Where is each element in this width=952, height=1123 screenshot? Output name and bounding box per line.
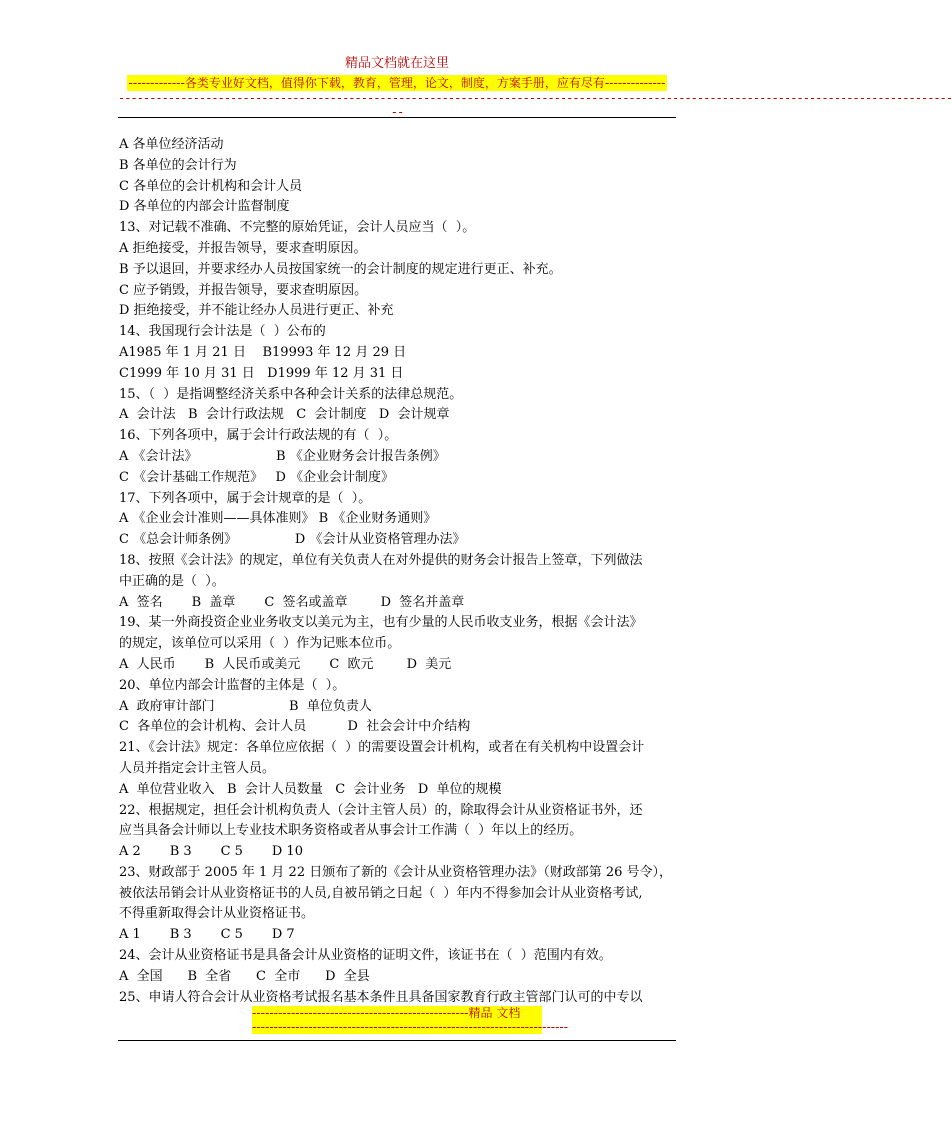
text-line: 人员并指定会计主管人员。	[119, 760, 276, 776]
header-subtitle: -------------各类专业好文档，值得你下载，教育，管理，论文，制度，方案手册，应有尽有--------------	[128, 76, 666, 90]
text-line: C 各单位的会计机构、会计人员 D 社会会计中介结构	[119, 719, 471, 735]
document-body	[119, 135, 679, 1008]
text-line: A 单位营业收入 B 会计人员数量 C 会计业务 D 单位的规模	[119, 781, 502, 797]
text-line: A 全国 B 全省 C 全市 D 全县	[119, 968, 370, 984]
text-line: A 各单位经济活动	[119, 137, 224, 152]
text-line: A 拒绝接受，并报告领导，要求查明原因。	[119, 240, 367, 256]
text-line: C 《总会计师条例》 D 《会计从业资格管理办法》	[119, 532, 466, 548]
question-19: 19、某一外商投资企业业务收支以美元为主，也有少量的人民币收支业务，根据《会计法》	[119, 615, 643, 631]
text-line: A 政府审计部门 B 单位负责人	[119, 698, 372, 714]
text-line: D 拒绝接受，并不能让经办人员进行更正、补充	[119, 303, 394, 319]
question-13: 13、对记载不准确、不完整的原始凭证，会计人员应当（ ）。	[119, 220, 476, 236]
page-header	[118, 56, 952, 119]
page-footer	[252, 1006, 569, 1034]
footer-label: --------------------------------------------------精品 文档	[252, 1006, 542, 1020]
question-20: 20、单位内部会计监督的主体是（ ）。	[119, 677, 346, 693]
text-line: A 《会计法》 B 《企业财务会计报告条例》	[119, 448, 446, 464]
text-line: A 人民币 B 人民币或美元 C 欧元 D 美元	[119, 656, 452, 672]
header-rule	[118, 117, 676, 118]
question-21: 21、《会计法》规定：各单位应依据（ ）的需要设置会计机构，或者在有关机构中设置会计	[119, 740, 645, 756]
footer-dash-line: -------------------------------------------------------------------------	[252, 1020, 569, 1034]
text-line: C 各单位的会计机构和会计人员	[119, 178, 303, 194]
text-line: A 2 B 3 C 5 D 10	[119, 844, 303, 860]
text-line: 的规定，该单位可以采用（ ）作为记账本位币。	[119, 636, 401, 652]
text-line: 不得重新取得会计从业资格证书。	[119, 906, 315, 922]
text-line: A 签名 B 盖章 C 签名或盖章 D 签名并盖章	[119, 594, 465, 610]
question-25: 25、申请人符合会计从业资格考试报名基本条件且具备国家教育行政主管部门认可的中专以	[119, 989, 643, 1005]
question-14: 14、我国现行会计法是（ ）公布的	[119, 324, 326, 340]
question-18: 18、按照《会计法》的规定，单位有关负责人在对外提供的财务会计报告上签章，下列做法	[119, 552, 643, 568]
header-dash-line: --------------------------------------------------------------------------------------------------------------------------------------	[118, 91, 952, 105]
footer-rule	[118, 1040, 676, 1041]
text-line: B 予以退回，并要求经办人员按国家统一的会计制度的规定进行更正、补充。	[119, 261, 562, 277]
text-line: A 《企业会计准则——具体准则》 B 《企业财务通则》	[119, 511, 437, 527]
text-line: A 1 B 3 C 5 D 7	[119, 927, 295, 943]
question-23: 23、财政部于 2005 年 1 月 22 日颁布了新的《会计从业资格管理办法》（财政部第 26 号令），	[119, 864, 673, 880]
text-line: 应当具备会计师以上专业技术职务资格或者从事会计工作满（ ）年以上的经历。	[119, 823, 583, 839]
header-dash-tail: --	[390, 105, 404, 119]
question-16: 16、下列各项中，属于会计行政法规的有（ ）。	[119, 428, 398, 444]
text-line: A 会计法 B 会计行政法规 C 会计制度 D 会计规章	[119, 407, 450, 423]
question-15: 15、（ ）是指调整经济关系中各种会计关系的法律总规范。	[119, 386, 463, 402]
text-line: A1985 年 1 月 21 日 B19993 年 12 月 29 日	[119, 344, 407, 360]
text-line: C 应予销毁，并报告领导，要求查明原因。	[119, 282, 368, 298]
text-line: C1999 年 10 月 31 日 D1999 年 12 月 31 日	[119, 365, 404, 381]
question-17: 17、下列各项中，属于会计规章的是（ ）。	[119, 490, 372, 506]
question-22: 22、根据规定，担任会计机构负责人（会计主管人员）的，除取得会计从业资格证书外，还	[119, 802, 643, 818]
text-line: C 《会计基础工作规范》 D 《企业会计制度》	[119, 469, 395, 485]
question-24: 24、会计从业资格证书是具备会计从业资格的证明文件，该证书在（ ）范围内有效。	[119, 948, 612, 964]
text-line: D 各单位的内部会计监督制度	[119, 199, 290, 215]
text-line: 被依法吊销会计从业资格证书的人员,自被吊销之日起（ ）年内不得参加会计从业资格考试,	[119, 885, 643, 901]
header-title: 精品文档就在这里	[344, 56, 449, 71]
text-line: 中正确的是（ ）。	[119, 573, 225, 589]
text-line: B 各单位的会计行为	[119, 157, 237, 173]
